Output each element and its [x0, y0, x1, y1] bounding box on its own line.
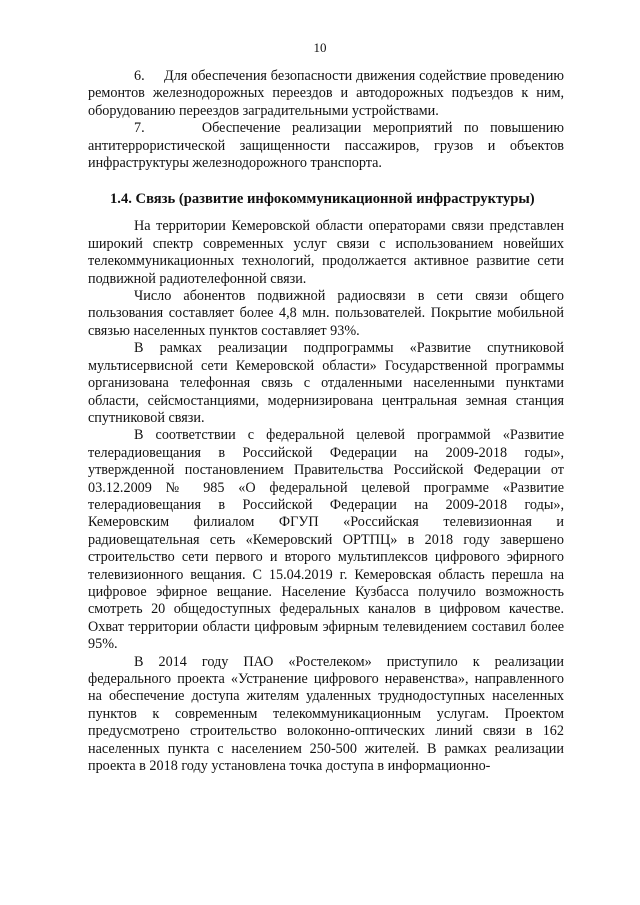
page-number: 10	[313, 40, 327, 55]
paragraph-item-7: 7. Обеспечение реализации мероприятий по повышению антитеррористической защищенности пассажиров, грузов и объектов инфраструктуры железнодорожного транспорта.	[88, 120, 564, 172]
paragraph-item-6: 6. Для обеспечения безопасности движения содействие проведению ремонтов железнодорожных переездов и автодорожных подъездов к ним, оборудованию переездов заградительными устройствами.	[88, 68, 564, 119]
paragraph-satellite: В рамках реализации подпрограммы «Развитие спутниковой мультисервисной сети Кемеровской области» Государственной программы организована телефонная связь с отдаленными населенными пунктами области, сейсмостанциями, модернизирована центральная земная станция спутниковой связи.	[88, 340, 564, 426]
paragraph-rostelecom: В 2014 году ПАО «Ростелеком» приступило к реализации федерального проекта «Устранение цифрового неравенства», направленного на обеспечение доступа жителям удаленных труднодоступных населенных пунктов к современным телекоммуникационным услугам. Проектом предусмотрено строительство волоконно-оптических линий связи в 162 населенных пункта с населением 250-500 жителей. В рамках реализации проекта в 2018 году установлена точка доступа в информационно-	[88, 653, 564, 775]
paragraph-operators: На территории Кемеровской области операторами связи представлен широкий спектр современных услуг связи с использованием новейших телекоммуникационных технологий, продолжается активное развитие сети подвижной радиотелефонной связи.	[88, 218, 564, 287]
paragraph-subscribers: Число абонентов подвижной радиосвязи в сети связи общего пользования составляет более 4,8 млн. пользователей. Покрытие мобильной связью населенных пунктов составляет 93%.	[88, 288, 564, 339]
document-body	[88, 68, 564, 775]
section-heading: 1.4. Связь (развитие инфокоммуникационной инфраструктуры)	[110, 191, 535, 208]
paragraph-broadcasting: В соответствии с федеральной целевой программой «Развитие телерадиовещания в Российской Федерации на 2009-2018 годы», утвержденной постановлением Правительства Российской Федерации от 03.12.2009 № 985 «О федеральной целевой программе «Развитие телерадиовещания в Российской Федерации на 2009-2018 годы», Кемеровским филиалом ФГУП «Российская телевизионная и радиовещательная сеть «Кемеровский ОРТПЦ» в 2018 году завершено строительство сети первого и второго мультиплексов цифрового эфирного телевизионного вещания. С 15.04.2019 г. Кемеровская область перешла на цифровое эфирное вещание. Население Кузбасса получило возможность смотреть 20 общедоступных федеральных каналов в цифровом качестве. Охват территории области цифровым эфирным телевидением составил более 95%.	[88, 427, 564, 653]
